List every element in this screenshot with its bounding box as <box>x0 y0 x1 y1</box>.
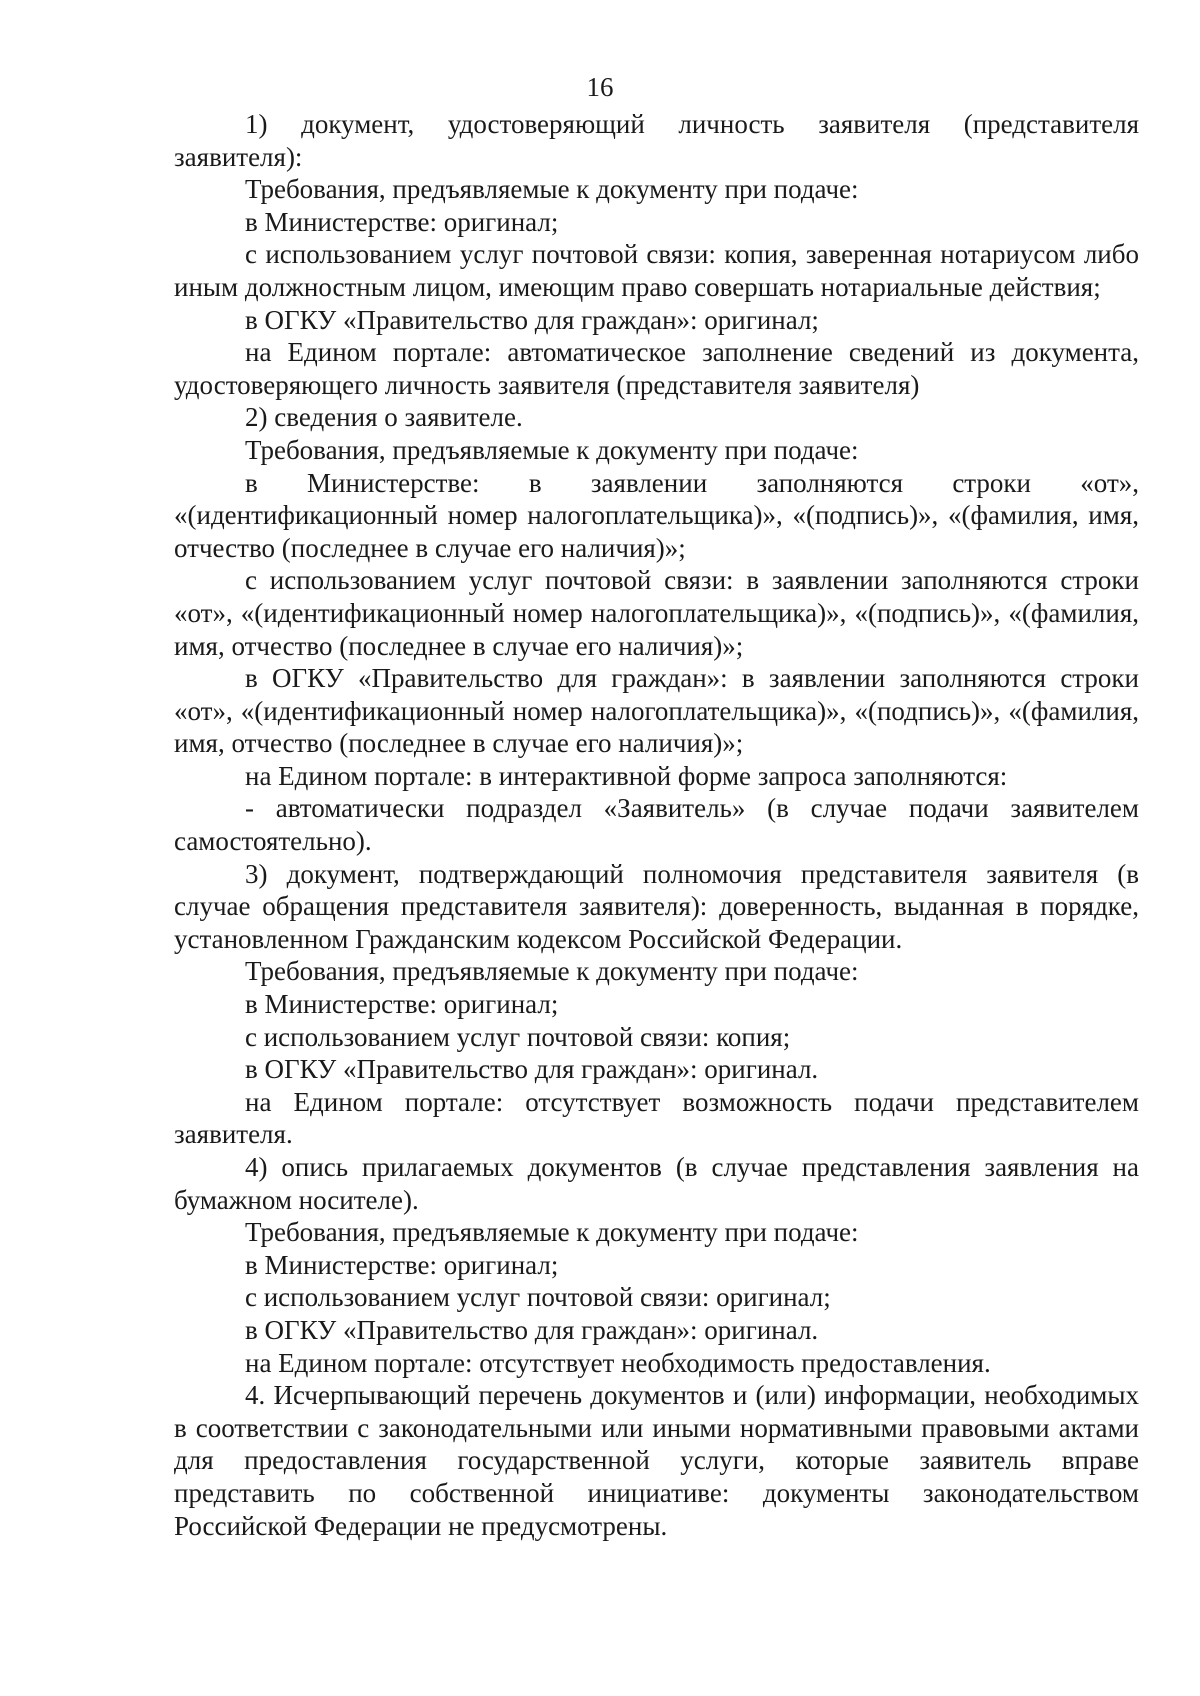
paragraph-requirements-heading: Требования, предъявляемые к документу при подаче: <box>245 956 859 987</box>
document-body <box>174 108 1139 1542</box>
paragraph-identity-document: 1) документ, удостоверяющий личность заявителя (представителя заявителя): <box>174 109 1139 172</box>
paragraph-ogku: в ОГКУ «Правительство для граждан»: оригинал. <box>245 1314 819 1345</box>
paragraph-requirements-heading: Требования, предъявляемые к документу при подаче: <box>245 174 859 205</box>
paragraph-portal: на Едином портале: в интерактивной форме запроса заполняются: <box>245 760 1008 791</box>
paragraph-portal-auto: - автоматически подраздел «Заявитель» (в случае подачи заявителем самостоятельно). <box>174 793 1139 857</box>
paragraph-portal: на Едином портале: автоматическое заполнение сведений из документа, удостоверяющего личность заявителя (представителя заявителя) <box>174 337 1139 400</box>
paragraph-postal: с использованием услуг почтовой связи: оригинал; <box>245 1282 831 1313</box>
paragraph-requirements-heading: Требования, предъявляемые к документу при подаче: <box>245 434 859 465</box>
paragraph-inventory: 4) опись прилагаемых документов (в случае представления заявления на бумажном носителе). <box>174 1152 1139 1215</box>
paragraph-postal: с использованием услуг почтовой связи: в заявлении заполняются строки «от», «(идентификационный номер налогоплательщика)», «(подпись)», «(фамилия, имя, отчество (последнее в случае его наличия)»; <box>174 565 1139 661</box>
paragraph-ogku: в ОГКУ «Правительство для граждан»: в заявлении заполняются строки «от», «(идентификационный номер налогоплательщика)», «(подпись)», «(фамилия, имя, отчество (последнее в случае его наличия)»; <box>174 663 1139 759</box>
page-number: 16 <box>586 72 614 102</box>
paragraph-section-4: 4. Исчерпывающий перечень документов и (или) информации, необходимых в соответствии с законодательными или иными нормативными правовыми актами для предоставления государственной услуги, которые заявитель вправе представить по собственной инициативе: документы законодательством Российской Федерации не предусмотрены. <box>174 1380 1139 1541</box>
paragraph-ministry: в Министерстве: оригинал; <box>245 1249 559 1280</box>
paragraph-ministry: в Министерстве: оригинал; <box>245 206 559 237</box>
paragraph-requirements-heading: Требования, предъявляемые к документу при подаче: <box>245 1217 859 1248</box>
paragraph-postal: с использованием услуг почтовой связи: копия; <box>245 1021 791 1052</box>
paragraph-ministry: в Министерстве: в заявлении заполняются строки «от», «(идентификационный номер налогоплательщика)», «(подпись)», «(фамилия, имя, отчество (последнее в случае его наличия)»; <box>174 467 1139 563</box>
paragraph-portal: на Едином портале: отсутствует необходимость предоставления. <box>245 1347 991 1378</box>
paragraph-ogku: в ОГКУ «Правительство для граждан»: оригинал. <box>245 1054 819 1085</box>
paragraph-portal: на Едином портале: отсутствует возможность подачи представителем заявителя. <box>174 1086 1139 1150</box>
paragraph-applicant-info: 2) сведения о заявителе. <box>245 402 523 433</box>
paragraph-ministry: в Министерстве: оригинал; <box>245 989 559 1020</box>
paragraph-representative-authority: 3) документ, подтверждающий полномочия представителя заявителя (в случае обращения представителя заявителя): доверенность, выданная в порядке, установленном Гражданским кодексом Российской Федерации. <box>174 858 1139 954</box>
paragraph-ogku: в ОГКУ «Правительство для граждан»: оригинал; <box>245 304 819 335</box>
paragraph-postal: с использованием услуг почтовой связи: копия, заверенная нотариусом либо иным должностным лицом, имеющим право совершать нотариальные действия; <box>174 239 1139 302</box>
